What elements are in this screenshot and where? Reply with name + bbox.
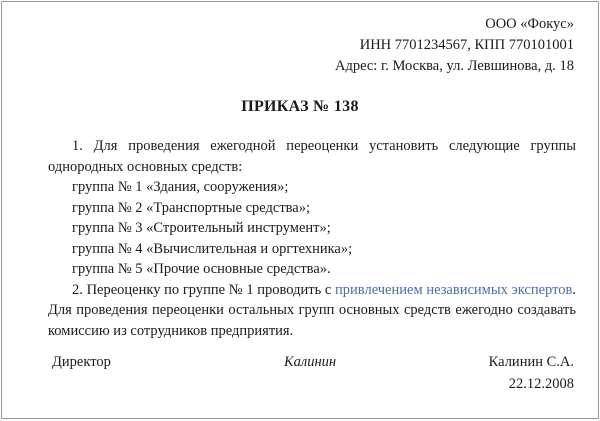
paragraph-2-end: . Для проведения переоценки остальных групп основных средств ежегодно создавать комиссию из сотрудников предприятия. [48, 281, 576, 339]
group-item-3: группа № 3 «Строительный инструмент»; [72, 220, 331, 236]
order-body [48, 136, 576, 341]
company-header [335, 14, 574, 77]
handwritten-signature: Калинин [284, 354, 337, 370]
group-item-2: группа № 2 «Транспортные средства»; [72, 199, 311, 216]
document-page [1, 1, 599, 419]
group-item-5: группа № 5 «Прочие основные средства». [72, 261, 331, 277]
signer-name: Калинин С.А. [488, 354, 574, 370]
independent-experts-link[interactable]: привлечением независимых экспертов [335, 281, 573, 298]
order-date: 22.12.2008 [508, 376, 574, 392]
group-item-4: группа № 4 «Вычислительная и оргтехника»; [72, 240, 353, 257]
paragraph-2-start: 2. Переоценку по группе № 1 проводить с [72, 281, 336, 298]
company-address: Адрес: г. Москва, ул. Левшинова, д. 18 [334, 58, 574, 74]
company-name: ООО «Фокус» [485, 16, 574, 32]
group-item-1: группа № 1 «Здания, сооружения»; [72, 179, 289, 195]
paragraph-1: 1. Для проведения ежегодной переоценки установить следующие группы однородных основных средств: [48, 138, 576, 175]
signature-row [52, 354, 574, 374]
company-inn-kpp: ИНН 7701234567, КПП 770101001 [359, 37, 574, 53]
signer-role: Директор [52, 354, 111, 370]
order-title: ПРИКАЗ № 138 [241, 98, 359, 115]
paragraph-2 [48, 280, 576, 342]
